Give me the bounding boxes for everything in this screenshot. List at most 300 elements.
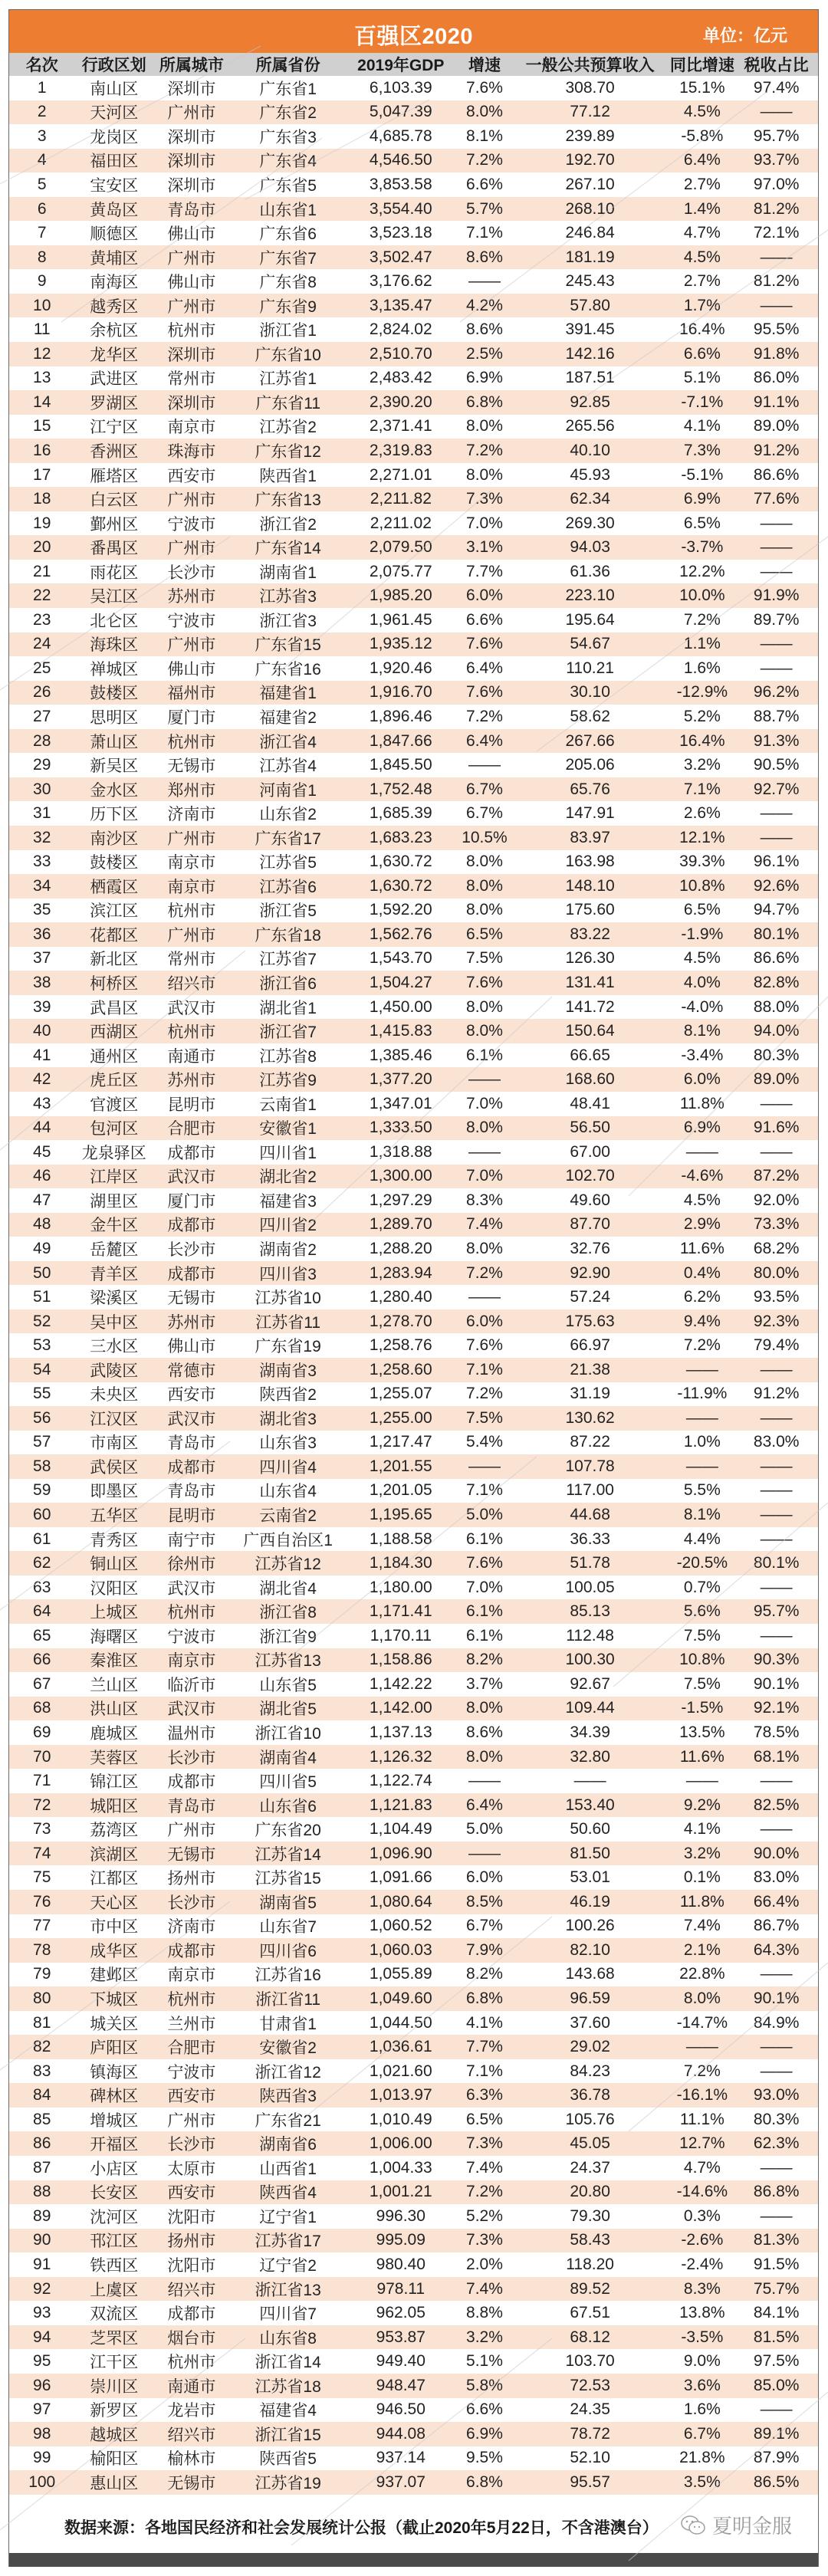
cell-district: 顺德区 — [90, 225, 139, 244]
cell-province: 湖北省4 — [259, 1579, 317, 1598]
cell-yoy-growth: 11.8% — [679, 1094, 724, 1112]
cell-city: 杭州市 — [167, 902, 216, 921]
cell-gdp: 4,546.50 — [369, 151, 432, 169]
cell-budget-revenue: 308.70 — [565, 78, 615, 97]
cell-district: 吴江区 — [90, 588, 139, 606]
cell-budget-revenue: 48.41 — [570, 1094, 610, 1112]
cell-province: 湖南省5 — [259, 1894, 317, 1912]
cell-city: 兰州市 — [167, 2015, 216, 2033]
cell-gdp: 980.40 — [376, 2255, 426, 2273]
cell-budget-revenue: 57.24 — [570, 1288, 610, 1306]
cell-yoy-growth: 11.6% — [679, 1747, 724, 1766]
cell-rank: 8 — [37, 248, 47, 266]
cell-budget-revenue: 57.80 — [570, 296, 610, 314]
cell-district: 秦淮区 — [90, 1652, 139, 1671]
cell-yoy-growth: 6.7% — [683, 2424, 721, 2443]
cell-district: 锦江区 — [90, 1773, 139, 1792]
cell-rank: 40 — [33, 1022, 51, 1040]
cell-rank: 68 — [33, 1699, 51, 1717]
table-row — [9, 850, 818, 875]
cell-city: 广州市 — [167, 491, 216, 510]
cell-gdp: 2,824.02 — [369, 320, 432, 339]
cell-growth: —— — [468, 1142, 501, 1161]
cell-rank: 61 — [33, 1530, 51, 1548]
cell-rank: 5 — [37, 175, 47, 193]
cell-tax-ratio: 68.1% — [753, 1747, 800, 1766]
cell-budget-revenue: 51.78 — [570, 1554, 610, 1572]
table-row — [9, 2470, 818, 2495]
cell-city: 杭州市 — [167, 322, 216, 340]
cell-growth: 6.3% — [466, 2086, 503, 2104]
cell-city: 南通市 — [167, 2377, 216, 2396]
cell-city: 成都市 — [167, 2305, 216, 2324]
table-row — [9, 2059, 818, 2084]
cell-growth: 8.0% — [466, 876, 503, 895]
cell-district: 武昌区 — [90, 999, 139, 1017]
cell-gdp: 3,554.40 — [369, 199, 432, 218]
cell-gdp: 962.05 — [376, 2304, 426, 2322]
cell-gdp: 1,347.01 — [369, 1094, 432, 1112]
cell-gdp: 1,752.48 — [369, 780, 432, 798]
cell-rank: 100 — [28, 2472, 56, 2491]
cell-tax-ratio: 81.5% — [753, 2328, 800, 2346]
cell-city: 厦门市 — [167, 1192, 216, 1211]
cell-growth: 8.0% — [466, 1119, 503, 1137]
cell-growth: 7.2% — [466, 707, 503, 725]
cell-tax-ratio: —— — [760, 1626, 793, 1644]
cell-district: 金牛区 — [90, 1217, 139, 1235]
cell-city: 佛山市 — [167, 660, 216, 678]
cell-gdp: 996.30 — [376, 2206, 426, 2225]
cell-city: 武汉市 — [167, 999, 216, 1017]
table-row — [9, 1865, 818, 1890]
cell-district: 市南区 — [90, 1434, 139, 1453]
cell-city: 广州市 — [167, 926, 216, 945]
cell-city: 宁波市 — [167, 515, 216, 534]
cell-rank: 64 — [33, 1602, 51, 1621]
table-row — [9, 922, 818, 947]
cell-city: 深圳市 — [167, 176, 216, 195]
cell-city: 合肥市 — [167, 2039, 216, 2058]
cell-tax-ratio: —— — [760, 1360, 793, 1378]
cell-yoy-growth: -11.9% — [677, 1385, 728, 1403]
cell-yoy-growth: 6.0% — [683, 1070, 721, 1089]
cell-rank: 47 — [33, 1191, 51, 1209]
table-row — [9, 947, 818, 971]
table-row — [9, 1382, 818, 1407]
cell-province: 湖南省1 — [259, 564, 317, 582]
table-row — [9, 632, 818, 657]
cell-growth: —— — [468, 756, 501, 774]
cell-province: 广东省9 — [259, 297, 317, 316]
cell-tax-ratio: —— — [760, 828, 793, 846]
table-row — [9, 826, 818, 850]
cell-province: 江苏省15 — [255, 1870, 321, 1888]
cell-district: 城关区 — [90, 2015, 139, 2033]
cell-tax-ratio: —— — [760, 659, 793, 677]
cell-rank: 76 — [33, 1892, 51, 1911]
cell-province: 浙江省12 — [255, 2063, 321, 2082]
cell-province: 山东省2 — [259, 806, 317, 824]
cell-gdp: 2,390.20 — [369, 393, 432, 411]
cell-district: 青羊区 — [90, 1265, 139, 1283]
cell-yoy-growth: -4.0% — [681, 997, 724, 1016]
cell-growth: 3.7% — [466, 1674, 503, 1693]
cell-budget-revenue: 105.76 — [565, 2110, 615, 2128]
cell-city: 绍兴市 — [167, 975, 216, 993]
cell-budget-revenue: 118.20 — [566, 2255, 614, 2273]
cell-province: 广东省1 — [259, 80, 317, 98]
cell-tax-ratio: 86.6% — [753, 949, 800, 968]
cell-gdp: 949.40 — [376, 2352, 426, 2371]
cell-city: 珠海市 — [167, 442, 216, 461]
cell-city: 昆明市 — [167, 1096, 216, 1114]
cell-district: 上城区 — [90, 1604, 139, 1622]
cell-province: 江苏省5 — [259, 854, 317, 872]
cell-province: 广东省17 — [255, 830, 321, 848]
cell-yoy-growth: -14.7% — [676, 2013, 728, 2032]
cell-district: 龙岗区 — [90, 128, 139, 146]
table-row — [9, 1503, 818, 1527]
table-row — [9, 149, 818, 173]
table-row — [9, 608, 818, 632]
cell-yoy-growth: 3.2% — [683, 756, 721, 774]
cell-rank: 63 — [33, 1578, 51, 1596]
cell-gdp: 1,122.74 — [369, 1772, 432, 1790]
cell-budget-revenue: 391.45 — [565, 320, 615, 339]
cell-city: 南通市 — [167, 1047, 216, 1066]
cell-district: 香洲区 — [90, 442, 139, 461]
cell-tax-ratio: —— — [760, 1578, 793, 1596]
cell-province: 江苏省7 — [259, 951, 317, 969]
cell-city: 长沙市 — [167, 1894, 216, 1912]
cell-growth: 4.1% — [466, 2013, 503, 2032]
cell-growth: 3.1% — [466, 538, 503, 557]
cell-province: 浙江省6 — [259, 975, 317, 993]
cell-province: 湖北省2 — [259, 1168, 317, 1187]
cell-district: 城阳区 — [90, 1797, 139, 1815]
cell-district: 芝罘区 — [90, 2329, 139, 2348]
cell-district: 成华区 — [90, 1942, 139, 1960]
table-row — [9, 1648, 818, 1673]
cell-city: 太原市 — [167, 2160, 216, 2178]
cell-city: 广州市 — [167, 830, 216, 848]
cell-district: 白云区 — [90, 491, 139, 510]
cell-budget-revenue: 49.60 — [570, 1191, 610, 1209]
table-row — [9, 1043, 818, 1068]
cell-yoy-growth: 6.4% — [683, 151, 721, 169]
cell-city: 成都市 — [167, 1942, 216, 1960]
cell-district: 南沙区 — [90, 830, 139, 848]
cell-tax-ratio: 81.2% — [753, 272, 800, 291]
cell-growth: 7.0% — [466, 514, 503, 532]
cell-city: 厦门市 — [167, 708, 216, 727]
cell-tax-ratio: 77.6% — [753, 490, 800, 508]
cell-budget-revenue: 150.64 — [565, 1022, 615, 1040]
cell-rank: 44 — [33, 1119, 51, 1137]
cell-district: 荔湾区 — [90, 1822, 139, 1840]
cell-growth: 7.2% — [466, 441, 503, 459]
cell-budget-revenue: 34.39 — [570, 1723, 610, 1741]
table-row — [9, 874, 818, 899]
cell-district: 黄岛区 — [90, 201, 139, 219]
cell-yoy-growth: -3.7% — [681, 538, 724, 557]
cell-province: 陕西省1 — [259, 467, 317, 485]
cell-tax-ratio: 75.7% — [753, 2279, 800, 2298]
cell-province: 四川省5 — [259, 1773, 317, 1792]
cell-district: 双流区 — [90, 2305, 139, 2324]
table-row — [9, 1963, 818, 1987]
table-row — [9, 1406, 818, 1431]
cell-tax-ratio: 88.7% — [753, 707, 800, 725]
cell-city: 青岛市 — [167, 1797, 216, 1815]
cell-province: 陕西省5 — [259, 2450, 317, 2469]
cell-yoy-growth: 13.5% — [679, 1723, 725, 1741]
cell-yoy-growth: -2.4% — [681, 2255, 724, 2273]
table-row — [9, 583, 818, 608]
cell-growth: —— — [468, 272, 501, 291]
cell-district: 新罗区 — [90, 2402, 139, 2420]
col-header-city: 所属城市 — [159, 57, 224, 74]
table-row — [9, 777, 818, 802]
cell-budget-revenue: —— — [573, 1772, 606, 1790]
cell-gdp: 1,137.13 — [369, 1723, 432, 1741]
table-row — [9, 76, 818, 100]
cell-city: 西安市 — [167, 2184, 216, 2203]
cell-district: 南山区 — [90, 80, 139, 98]
cell-yoy-growth: -3.5% — [681, 2328, 724, 2346]
cell-province: 浙江省5 — [259, 902, 317, 921]
cell-tax-ratio: —— — [760, 538, 793, 557]
cell-growth: 8.0% — [466, 1022, 503, 1040]
cell-rank: 52 — [33, 1312, 51, 1330]
table-row — [9, 511, 818, 536]
cell-gdp: 937.14 — [376, 2449, 426, 2467]
cell-gdp: 1,158.86 — [369, 1651, 432, 1669]
cell-growth: 8.0% — [466, 465, 503, 484]
cell-yoy-growth: -7.1% — [681, 393, 724, 411]
cell-tax-ratio: 81.2% — [753, 199, 800, 218]
cell-gdp: 1,201.05 — [369, 1481, 432, 1500]
cell-yoy-growth: 4.7% — [683, 224, 721, 242]
cell-yoy-growth: -12.9% — [676, 683, 728, 702]
cell-city: 成都市 — [167, 1144, 216, 1162]
cell-city: 青岛市 — [167, 201, 216, 219]
cell-gdp: 1,630.72 — [369, 853, 432, 871]
cell-rank: 62 — [33, 1554, 51, 1572]
cell-yoy-growth: 0.1% — [683, 1868, 721, 1887]
cell-growth: 7.6% — [466, 1554, 503, 1572]
cell-gdp: 1,013.97 — [369, 2086, 432, 2104]
cell-rank: 34 — [33, 876, 51, 895]
cell-city: 广州市 — [167, 636, 216, 655]
table-row — [9, 1261, 818, 1286]
cell-budget-revenue: 175.60 — [565, 901, 615, 919]
cell-city: 榆林市 — [167, 2450, 216, 2469]
cell-budget-revenue: 187.51 — [565, 369, 615, 387]
cell-budget-revenue: 148.10 — [565, 876, 615, 895]
cell-rank: 77 — [33, 1917, 51, 1935]
cell-city: 绍兴市 — [167, 2281, 216, 2299]
cell-tax-ratio: 91.2% — [753, 1385, 800, 1403]
cell-province: 云南省1 — [259, 1096, 317, 1114]
table-row — [9, 1213, 818, 1237]
cell-district: 金水区 — [90, 781, 139, 800]
cell-yoy-growth: 12.2% — [679, 562, 725, 580]
cell-district: 未央区 — [90, 1386, 139, 1405]
cell-gdp: 1,280.40 — [369, 1288, 432, 1306]
cell-tax-ratio: 91.9% — [753, 586, 800, 605]
table-row — [9, 366, 818, 391]
table-row — [9, 656, 818, 681]
cell-growth: 5.1% — [466, 2352, 503, 2371]
cell-growth: 7.5% — [466, 1408, 503, 1427]
cell-rank: 31 — [33, 804, 51, 823]
cell-gdp: 6,103.39 — [369, 78, 432, 97]
cell-tax-ratio: 66.4% — [753, 1892, 800, 1911]
cell-district: 汉阳区 — [90, 1579, 139, 1598]
cell-budget-revenue: 89.52 — [570, 2279, 610, 2298]
cell-budget-revenue: 100.26 — [565, 1917, 615, 1935]
cell-growth: 6.1% — [466, 1046, 503, 1064]
cell-yoy-growth: 1.6% — [683, 2400, 721, 2419]
cell-city: 徐州市 — [167, 1556, 216, 1574]
cell-rank: 74 — [33, 1844, 51, 1862]
table-row — [9, 197, 818, 222]
table-row — [9, 2180, 818, 2205]
cell-rank: 19 — [33, 514, 51, 532]
cell-gdp: 1,036.61 — [369, 2038, 432, 2056]
cell-city: 杭州市 — [167, 1604, 216, 1622]
table-row — [9, 971, 818, 995]
cell-growth: 8.6% — [466, 1723, 503, 1741]
brand-watermark — [680, 2511, 792, 2539]
table-row — [9, 100, 818, 125]
cell-rank: 11 — [33, 320, 51, 339]
cell-yoy-growth: 15.1% — [679, 78, 725, 97]
cell-rank: 75 — [33, 1868, 51, 1887]
cell-city: 西安市 — [167, 1386, 216, 1405]
cell-yoy-growth: 6.9% — [683, 1119, 721, 1137]
cell-gdp: 2,075.77 — [369, 562, 432, 580]
table-row — [9, 415, 818, 439]
cell-yoy-growth: 9.4% — [683, 1312, 721, 1330]
cell-province: 湖南省2 — [259, 1241, 317, 1260]
cell-yoy-growth: 22.8% — [679, 1965, 725, 1983]
col-header-gdp: 2019年GDP — [357, 57, 445, 74]
cell-yoy-growth: 5.5% — [683, 1481, 721, 1500]
table-row — [9, 1793, 818, 1818]
cell-district: 天河区 — [90, 104, 139, 123]
cell-growth: 8.0% — [466, 853, 503, 871]
cell-budget-revenue: 141.72 — [565, 997, 615, 1016]
table-row — [9, 1745, 818, 1769]
cell-growth: 7.6% — [466, 683, 503, 702]
cell-tax-ratio: 94.0% — [753, 1022, 800, 1040]
table-row — [9, 2325, 818, 2350]
cell-tax-ratio: —— — [760, 2400, 793, 2419]
cell-district: 江都区 — [90, 1870, 139, 1888]
col-header-yoy-growth: 同比增速 — [669, 57, 734, 74]
cell-growth: 6.6% — [466, 2400, 503, 2419]
cell-city: 苏州市 — [167, 1313, 216, 1332]
cell-yoy-growth: 4.1% — [683, 1820, 721, 1838]
cell-city: 深圳市 — [167, 128, 216, 146]
cell-province: 江苏省13 — [255, 1652, 321, 1671]
cell-tax-ratio: —— — [760, 1965, 793, 1983]
cell-yoy-growth: —— — [685, 1772, 718, 1790]
cell-tax-ratio: —— — [760, 296, 793, 314]
cell-growth: 6.8% — [466, 2472, 503, 2491]
cell-growth: 7.9% — [466, 1940, 503, 1959]
cell-budget-revenue: 44.68 — [570, 1506, 610, 1524]
cell-gdp: 2,371.41 — [369, 417, 432, 435]
cell-gdp: 1,001.21 — [369, 2183, 432, 2201]
cell-district: 岳麓区 — [90, 1241, 139, 1260]
cell-district: 花都区 — [90, 926, 139, 945]
cell-rank: 95 — [33, 2352, 51, 2371]
cell-growth: 5.2% — [466, 2206, 503, 2225]
cell-growth: 8.0% — [466, 997, 503, 1016]
cell-yoy-growth: 12.1% — [679, 828, 725, 846]
cell-gdp: 1,080.64 — [369, 1892, 432, 1911]
cell-tax-ratio: 90.1% — [753, 1674, 800, 1693]
cell-gdp: 1,021.60 — [369, 2062, 432, 2080]
cell-rank: 65 — [33, 1626, 51, 1644]
cell-tax-ratio: —— — [760, 103, 793, 121]
cell-gdp: 3,502.47 — [369, 248, 432, 266]
cell-gdp: 1,297.29 — [369, 1191, 432, 1209]
cell-rank: 71 — [33, 1772, 51, 1790]
cell-growth: 6.1% — [466, 1602, 503, 1621]
cell-tax-ratio: 92.1% — [753, 1699, 800, 1717]
table-row — [9, 2131, 818, 2156]
cell-gdp: 1,504.27 — [369, 974, 432, 991]
cell-district: 湖里区 — [90, 1192, 139, 1211]
cell-tax-ratio: 91.1% — [753, 393, 800, 411]
cell-province: 广东省13 — [255, 491, 321, 510]
cell-rank: 36 — [33, 925, 51, 943]
cell-growth: 7.1% — [466, 1481, 503, 1500]
cell-budget-revenue: 87.70 — [570, 1215, 610, 1234]
cell-growth: 6.8% — [466, 393, 503, 411]
cell-province: 江苏省8 — [259, 1047, 317, 1066]
cell-growth: 7.6% — [466, 1336, 503, 1355]
cell-budget-revenue: 267.66 — [565, 731, 615, 750]
cell-growth: 7.4% — [466, 1215, 503, 1234]
col-header-tax-ratio: 税收占比 — [744, 57, 809, 74]
cell-district: 包河区 — [90, 1120, 139, 1138]
cell-growth: 7.7% — [466, 562, 503, 580]
cell-rank: 7 — [37, 224, 47, 242]
table-row — [9, 1697, 818, 1721]
cell-budget-revenue: 83.97 — [570, 828, 610, 846]
cell-growth: 6.1% — [466, 1626, 503, 1644]
cell-city: 绍兴市 — [167, 2426, 216, 2444]
cell-rank: 4 — [37, 151, 47, 169]
cell-tax-ratio: 80.1% — [753, 1554, 800, 1572]
table-row — [9, 487, 818, 511]
cell-yoy-growth: 10.8% — [679, 876, 725, 895]
cell-budget-revenue: 54.67 — [570, 635, 610, 653]
cell-city: 杭州市 — [167, 1024, 216, 1042]
cell-yoy-growth: -1.5% — [681, 1699, 724, 1717]
cell-district: 洪山区 — [90, 1700, 139, 1719]
cell-district: 黄埔区 — [90, 249, 139, 268]
cell-growth: 6.9% — [466, 369, 503, 387]
cell-province: 江苏省12 — [255, 1556, 321, 1574]
cell-district: 武陵区 — [90, 1362, 139, 1380]
